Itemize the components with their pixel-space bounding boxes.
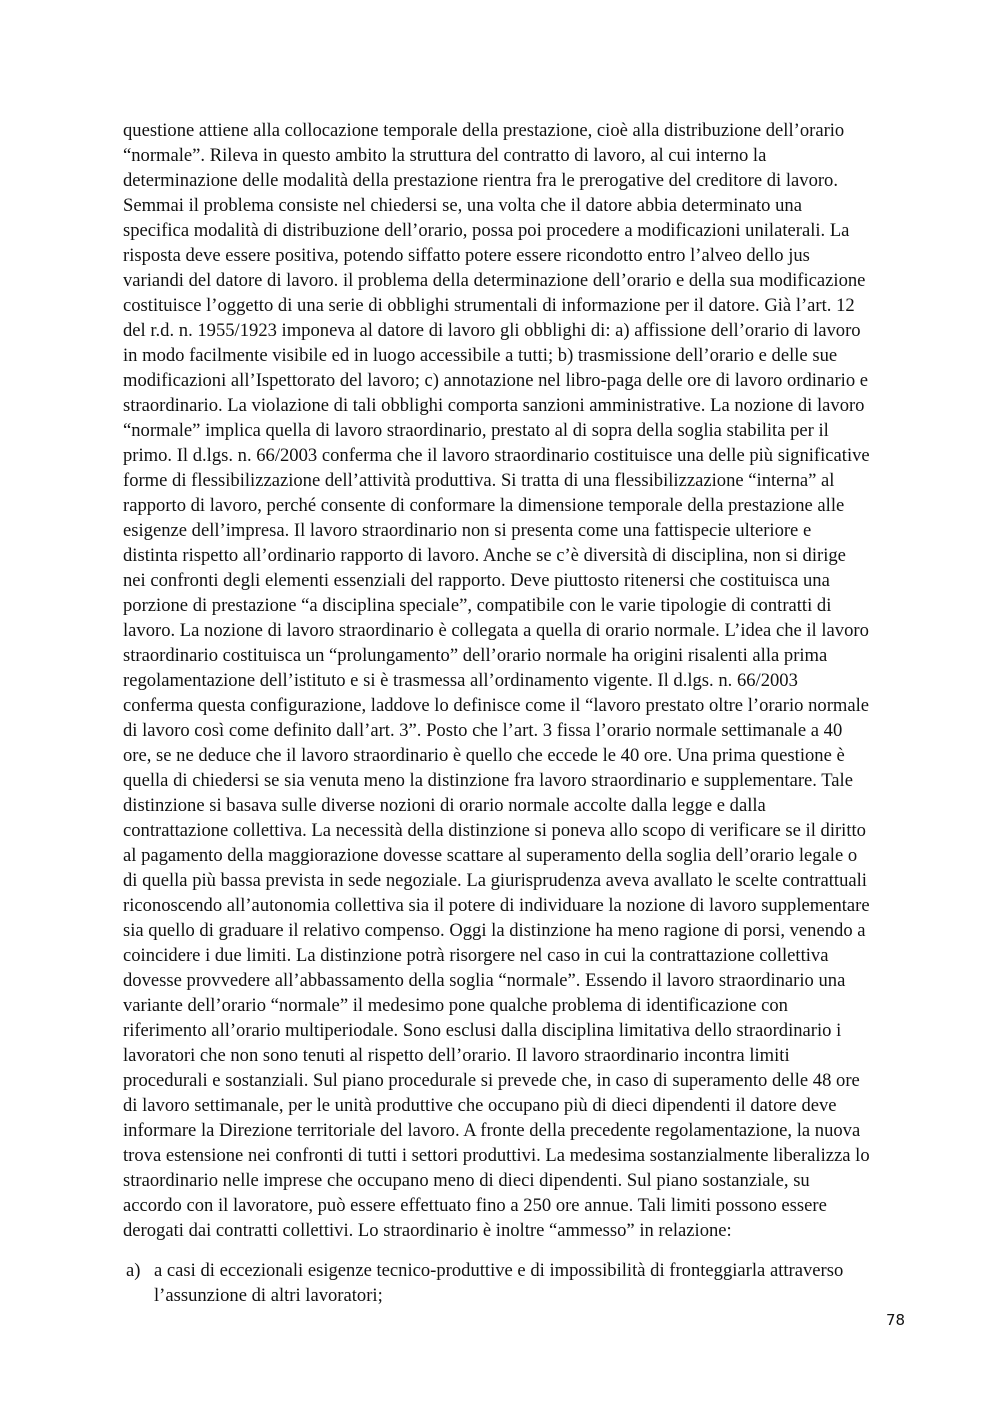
body-text-line: accordo con il lavoratore, può essere effettuato fino a 250 ore annue. Tali limiti possono essere: [123, 1195, 827, 1216]
body-text-line: Semmai il problema consiste nel chiedersi se, una volta che il datore abbia determinato una: [123, 195, 802, 216]
list-item-line: l’assunzione di altri lavoratori;: [154, 1285, 383, 1306]
body-text-line: distinta rispetto all’ordinario rapporto di lavoro. Anche se c’è diversità di disciplina, non si dirige: [123, 545, 846, 566]
body-text-line: variante dell’orario “normale” il medesimo pone qualche problema di identificazione con: [123, 995, 788, 1016]
body-text-line: straordinario nelle imprese che occupano meno di dieci dipendenti. Sul piano sostanziale, su: [123, 1170, 810, 1191]
body-text-line: distinzione si basava sulle diverse nozioni di orario normale accolte dalla legge e dalla: [123, 795, 766, 816]
enumerated-list: [123, 1258, 923, 1308]
body-text-line: contrattazione collettiva. La necessità della distinzione si poneva allo scopo di verificare se il diritto: [123, 820, 866, 841]
document-body: [123, 118, 903, 1243]
body-text-line: trova estensione nei confronti di tutti i settori produttivi. La medesima sostanzialmente liberalizza lo: [123, 1145, 870, 1166]
body-text-line: rapporto di lavoro, perché consente di conformare la dimensione temporale della prestazione alle: [123, 495, 845, 516]
body-text-line: esigenze dell’impresa. Il lavoro straordinario non si presenta come una fattispecie ulteriore e: [123, 520, 812, 541]
body-text-line: informare la Direzione territoriale del lavoro. A fronte della precedente regolamentazione, la nuova: [123, 1120, 861, 1141]
list-item-line: a casi di eccezionali esigenze tecnico-produttive e di impossibilità di fronteggiarla attraverso: [154, 1260, 844, 1281]
body-text-line: procedurali e sostanziali. Sul piano procedurale si prevede che, in caso di superamento delle 48 ore: [123, 1070, 860, 1091]
body-text-line: in modo facilmente visibile ed in luogo accessibile a tutti; b) trasmissione dell’orario e delle sue: [123, 345, 838, 366]
body-text-line: di lavoro così come definito dall’art. 3”. Posto che l’art. 3 fissa l’orario normale settimanale a 40: [123, 720, 843, 741]
body-text-line: ore, se ne deduce che il lavoro straordinario è quello che eccede le 40 ore. Una prima questione è: [123, 745, 845, 766]
body-text-line: quella di chiedersi se sia venuta meno la distinzione fra lavoro straordinario e supplementare. Tale: [123, 770, 853, 791]
body-text-line: questione attiene alla collocazione temporale della prestazione, cioè alla distribuzione dell’orario: [123, 120, 845, 141]
body-text-line: lavoratori che non sono tenuti al rispetto dell’orario. Il lavoro straordinario incontra limiti: [123, 1045, 790, 1066]
body-text-line: nei confronti degli elementi essenziali del rapporto. Deve piuttosto ritenersi che costituisca una: [123, 570, 830, 591]
body-text-line: primo. Il d.lgs. n. 66/2003 conferma che il lavoro straordinario costituisce una delle più significative: [123, 445, 870, 466]
body-text-line: “normale” implica quella di lavoro straordinario, prestato al di sopra della soglia stabilita per il: [123, 420, 829, 441]
body-text-line: determinazione delle modalità della prestazione rientra fra le prerogative del creditore di lavoro.: [123, 170, 839, 191]
body-text-line: straordinario. La violazione di tali obblighi comporta sanzioni amministrative. La nozione di lavoro: [123, 395, 865, 416]
body-text-line: variandi del datore di lavoro. il problema della determinazione dell’orario e della sua modificazione: [123, 270, 866, 291]
body-text-line: al pagamento della maggiorazione dovesse scattare al superamento della soglia dell’orario legale o: [123, 845, 858, 866]
body-text-line: straordinario costituisca un “prolungamento” dell’orario normale ha origini risalenti alla prima: [123, 645, 828, 666]
page-number: 78: [886, 1311, 906, 1329]
body-text-line: derogati dai contratti collettivi. Lo straordinario è inoltre “ammesso” in relazione:: [123, 1220, 732, 1241]
body-text-line: forme di flessibilizzazione dell’attività produttiva. Si tratta di una flessibilizzazione “interna” al: [123, 470, 835, 491]
list-item: [123, 1258, 923, 1308]
body-text-line: riferimento all’orario multiperiodale. Sono esclusi dalla disciplina limitativa dello straordinario i: [123, 1020, 842, 1041]
body-text-line: di quella più bassa prevista in sede negoziale. La giurisprudenza aveva avallato le scelte contrattuali: [123, 870, 867, 891]
body-text-line: costituisce l’oggetto di una serie di obblighi strumentali di informazione per il datore. Già l’art. 12: [123, 295, 855, 316]
body-text-line: porzione di prestazione “a disciplina speciale”, compatibile con le varie tipologie di contratti di: [123, 595, 832, 616]
body-text-line: regolamentazione dell’istituto e si è trasmessa all’ordinamento vigente. Il d.lgs. n. 66/2003: [123, 670, 798, 691]
body-text-line: riconoscendo all’autonomia collettiva sia il potere di individuare la nozione di lavoro supplementare: [123, 895, 870, 916]
body-text-line: modificazioni all’Ispettorato del lavoro; c) annotazione nel libro-paga delle ore di lavoro ordinario e: [123, 370, 869, 391]
body-text-line: lavoro. La nozione di lavoro straordinario è collegata a quella di orario normale. L’idea che il lavoro: [123, 620, 869, 641]
body-text-line: sia quello di graduare il relativo compenso. Oggi la distinzione ha meno ragione di porsi, venendo a: [123, 920, 866, 941]
body-text-line: risposta deve essere positiva, potendo siffatto potere essere ricondotto entro l’alveo dello jus: [123, 245, 810, 266]
body-text-line: dovesse provvedere all’abbassamento della soglia “normale”. Essendo il lavoro straordinario una: [123, 970, 846, 991]
list-marker: a): [126, 1260, 141, 1281]
body-text-line: “normale”. Rileva in questo ambito la struttura del contratto di lavoro, al cui interno la: [123, 145, 767, 166]
body-text-line: coincidere i due limiti. La distinzione potrà risorgere nel caso in cui la contrattazione collettiva: [123, 945, 829, 966]
body-text-line: di lavoro settimanale, per le unità produttive che occupano più di dieci dipendenti il datore deve: [123, 1095, 837, 1116]
body-text-line: conferma questa configurazione, laddove lo definisce come il “lavoro prestato oltre l’orario normale: [123, 695, 870, 716]
body-text-line: del r.d. n. 1955/1923 imponeva al datore di lavoro gli obblighi di: a) affissione dell’orario di lavoro: [123, 320, 861, 341]
body-text-line: specifica modalità di distribuzione dell’orario, possa poi procedere a modificazioni unilaterali. La: [123, 220, 850, 241]
